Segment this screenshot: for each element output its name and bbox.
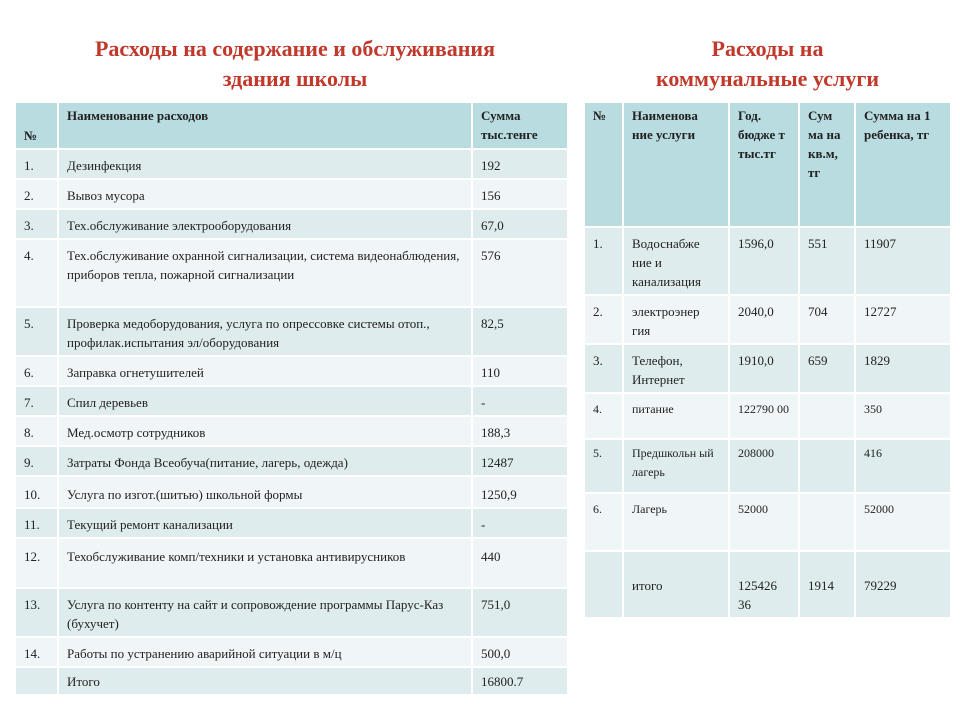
header-per-sqm: Сум ма на кв.м, тг <box>799 103 855 227</box>
cell-sum: 440 <box>472 538 568 588</box>
cell-sum: 576 <box>472 239 568 307</box>
header-number: № <box>16 103 58 149</box>
cell-sum: 156 <box>472 179 568 209</box>
cell-number: 3. <box>16 209 58 239</box>
cell-number: 1. <box>585 227 623 295</box>
cell-annual-budget: 2040,0 <box>729 295 799 344</box>
cell-name: Текущий ремонт канализации <box>58 508 472 538</box>
table-row <box>16 179 568 209</box>
cell-number: 6. <box>585 493 623 551</box>
cell-number: 5. <box>585 439 623 493</box>
table-row <box>16 446 568 476</box>
cell-per-sqm: 1914 <box>799 551 855 618</box>
cell-per-child: 11907 <box>855 227 951 295</box>
utilities-table <box>585 103 952 619</box>
cell-per-child: 79229 <box>855 551 951 618</box>
cell-annual-budget: 1596,0 <box>729 227 799 295</box>
table-row <box>585 227 951 295</box>
header-annual-budget: Год. бюдже т тыс.тг <box>729 103 799 227</box>
left-title-line1: Расходы на содержание и обслуживания <box>94 36 495 61</box>
header-number: № <box>585 103 623 227</box>
table-row <box>585 393 951 439</box>
cell-sum: 500,0 <box>472 637 568 667</box>
cell-per-sqm: 704 <box>799 295 855 344</box>
table-row <box>585 493 951 551</box>
cell-annual-budget: 208000 <box>729 439 799 493</box>
cell-number: 5. <box>16 307 58 356</box>
utilities-header-row <box>585 103 951 227</box>
table-row-total <box>585 551 951 618</box>
right-title <box>585 34 950 94</box>
cell-number: 2. <box>16 179 58 209</box>
expenses-header-row <box>16 103 568 149</box>
cell-per-child: 1829 <box>855 344 951 393</box>
cell-sum: 188,3 <box>472 416 568 446</box>
table-row <box>16 209 568 239</box>
cell-name: Тех.обслуживание охранной сигнализации, система видеонаблюдения, приборов тепла, пожарной сигнализации <box>58 239 472 307</box>
cell-service: Лагерь <box>623 493 729 551</box>
expenses-table <box>16 103 569 696</box>
cell-number: 13. <box>16 588 58 637</box>
right-title-line2: коммунальные услуги <box>656 66 879 91</box>
table-row <box>585 439 951 493</box>
cell-number: 4. <box>585 393 623 439</box>
cell-sum: 110 <box>472 356 568 386</box>
cell-sum: - <box>472 508 568 538</box>
table-row <box>16 386 568 416</box>
table-row <box>16 588 568 637</box>
cell-per-sqm <box>799 439 855 493</box>
cell-per-sqm <box>799 393 855 439</box>
cell-service: Водоснабже ние и канализация <box>623 227 729 295</box>
cell-number <box>16 667 58 695</box>
cell-service: Телефон, Интернет <box>623 344 729 393</box>
cell-name: Проверка медоборудования, услуга по опрессовке системы отоп., профилак.испытания эл/оборудования <box>58 307 472 356</box>
cell-service: питание <box>623 393 729 439</box>
cell-name: Заправка огнетушителей <box>58 356 472 386</box>
table-row <box>16 307 568 356</box>
table-row <box>16 239 568 307</box>
cell-name: Услуга по контенту на сайт и сопровождение программы Парус-Каз (бухучет) <box>58 588 472 637</box>
cell-name: Услуга по изгот.(шитью) школьной формы <box>58 476 472 508</box>
cell-service: итого <box>623 551 729 618</box>
cell-sum: - <box>472 386 568 416</box>
cell-name: Техобслуживание комп/техники и установка антивирусников <box>58 538 472 588</box>
cell-name: Вывоз мусора <box>58 179 472 209</box>
cell-number: 7. <box>16 386 58 416</box>
cell-per-sqm <box>799 493 855 551</box>
cell-sum: 67,0 <box>472 209 568 239</box>
cell-number: 14. <box>16 637 58 667</box>
table-row <box>16 356 568 386</box>
cell-annual-budget: 122790 00 <box>729 393 799 439</box>
header-name: Наименование расходов <box>58 103 472 149</box>
left-title-line2: здания школы <box>222 66 368 91</box>
header-per-child: Сумма на 1 ребенка, тг <box>855 103 951 227</box>
left-title <box>30 34 560 94</box>
cell-name: Затраты Фонда Всеобуча(питание, лагерь, одежда) <box>58 446 472 476</box>
table-row <box>16 476 568 508</box>
cell-name: Работы по устранению аварийной ситуации в м/ц <box>58 637 472 667</box>
table-row <box>16 508 568 538</box>
cell-name: Мед.осмотр сотрудников <box>58 416 472 446</box>
cell-name: Спил деревьев <box>58 386 472 416</box>
table-row-total <box>16 667 568 695</box>
cell-name: Дезинфекция <box>58 149 472 179</box>
table-row <box>16 637 568 667</box>
cell-number: 11. <box>16 508 58 538</box>
cell-annual-budget: 52000 <box>729 493 799 551</box>
cell-per-child: 52000 <box>855 493 951 551</box>
cell-number: 4. <box>16 239 58 307</box>
table-row <box>16 538 568 588</box>
header-service: Наименова ние услуги <box>623 103 729 227</box>
cell-annual-budget: 125426 36 <box>729 551 799 618</box>
cell-per-sqm: 551 <box>799 227 855 295</box>
table-row <box>585 344 951 393</box>
cell-per-child: 416 <box>855 439 951 493</box>
header-sum: Сумма тыс.тенге <box>472 103 568 149</box>
cell-per-sqm: 659 <box>799 344 855 393</box>
cell-sum: 16800.7 <box>472 667 568 695</box>
table-row <box>585 295 951 344</box>
cell-number: 12. <box>16 538 58 588</box>
cell-number: 9. <box>16 446 58 476</box>
cell-number: 6. <box>16 356 58 386</box>
table-row <box>16 149 568 179</box>
cell-service: Предшкольн ый лагерь <box>623 439 729 493</box>
cell-number: 2. <box>585 295 623 344</box>
cell-annual-budget: 1910,0 <box>729 344 799 393</box>
cell-number: 8. <box>16 416 58 446</box>
right-title-line1: Расходы на <box>711 36 824 61</box>
cell-number: 10. <box>16 476 58 508</box>
cell-sum: 12487 <box>472 446 568 476</box>
cell-number <box>585 551 623 618</box>
cell-per-child: 350 <box>855 393 951 439</box>
cell-per-child: 12727 <box>855 295 951 344</box>
cell-sum: 82,5 <box>472 307 568 356</box>
cell-name: Тех.обслуживание электрооборудования <box>58 209 472 239</box>
cell-sum: 751,0 <box>472 588 568 637</box>
cell-sum: 1250,9 <box>472 476 568 508</box>
cell-number: 1. <box>16 149 58 179</box>
table-row <box>16 416 568 446</box>
cell-name: Итого <box>58 667 472 695</box>
cell-service: электроэнер гия <box>623 295 729 344</box>
cell-number: 3. <box>585 344 623 393</box>
cell-sum: 192 <box>472 149 568 179</box>
